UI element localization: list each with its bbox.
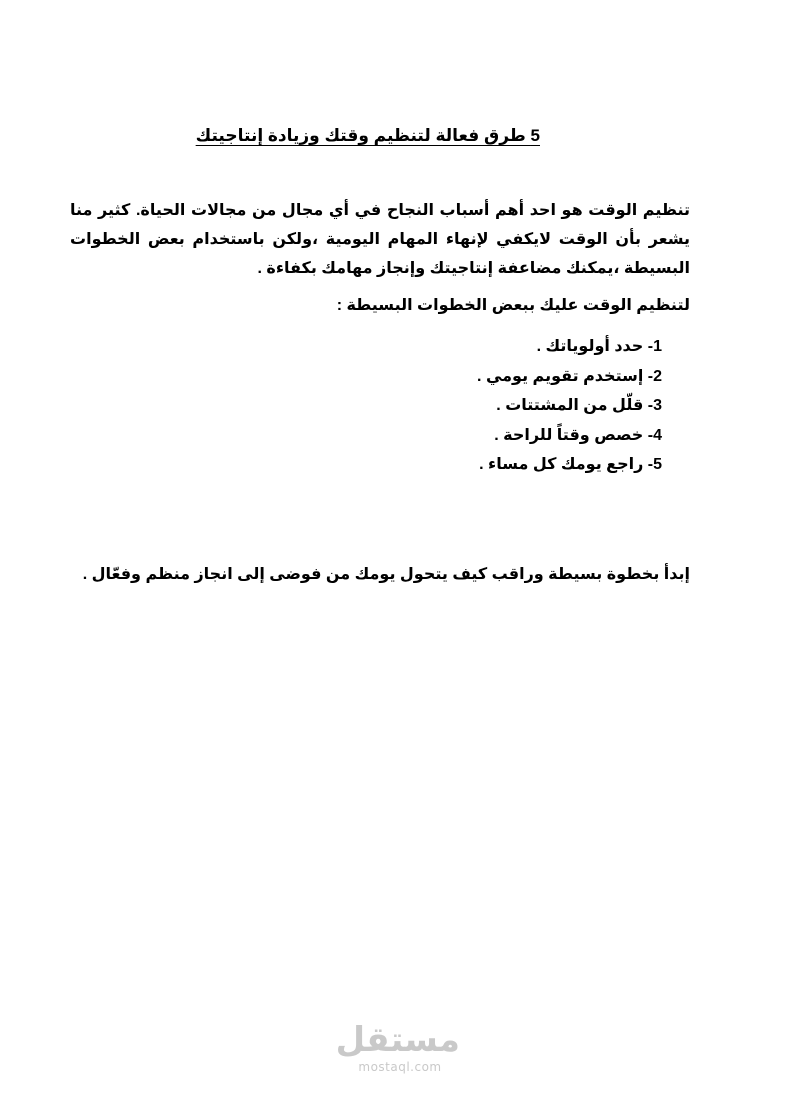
mostaql-watermark [335, 1018, 460, 1082]
closing-paragraph: إبدأ بخطوة بسيطة وراقب كيف يتحول يومك من فوضى إلى انجاز منظم وفعّال . [82, 566, 690, 583]
watermark-logo-text: مستقل [335, 1020, 460, 1060]
steps-heading: لتنظيم الوقت عليك ببعض الخطوات البسيطة : [336, 297, 690, 314]
step-item-1: 1- حدد أولوياتك . [536, 338, 662, 355]
step-item-4: 4- خصص وقتاً للراحة . [494, 426, 662, 444]
step-item-5: 5- راجع يومك كل مساء . [479, 456, 662, 473]
step-item-2: 2- إستخدم تقويم يومي . [477, 367, 662, 385]
watermark-domain: mostaql.com [358, 1060, 442, 1074]
step-item-3: 3- قلّل من المشتتات . [496, 397, 662, 414]
steps-list [70, 332, 662, 480]
intro-paragraph: تنظيم الوقت هو احد أهم أسباب النجاح في أي مجال من مجالات الحياة. كثير منا يشعر بأن الوقت لايكفي لإنهاء المهام اليومية ،ولكن باستخدام بعض الخطوات البسيطة ،يمكنك مضاعفة إنتاجيتك وإنجاز مهامك بكفاءة . [70, 202, 690, 277]
document-title: 5 طرق فعالة لتنظيم وقتك وزيادة إنتاجيتك [195, 126, 540, 145]
